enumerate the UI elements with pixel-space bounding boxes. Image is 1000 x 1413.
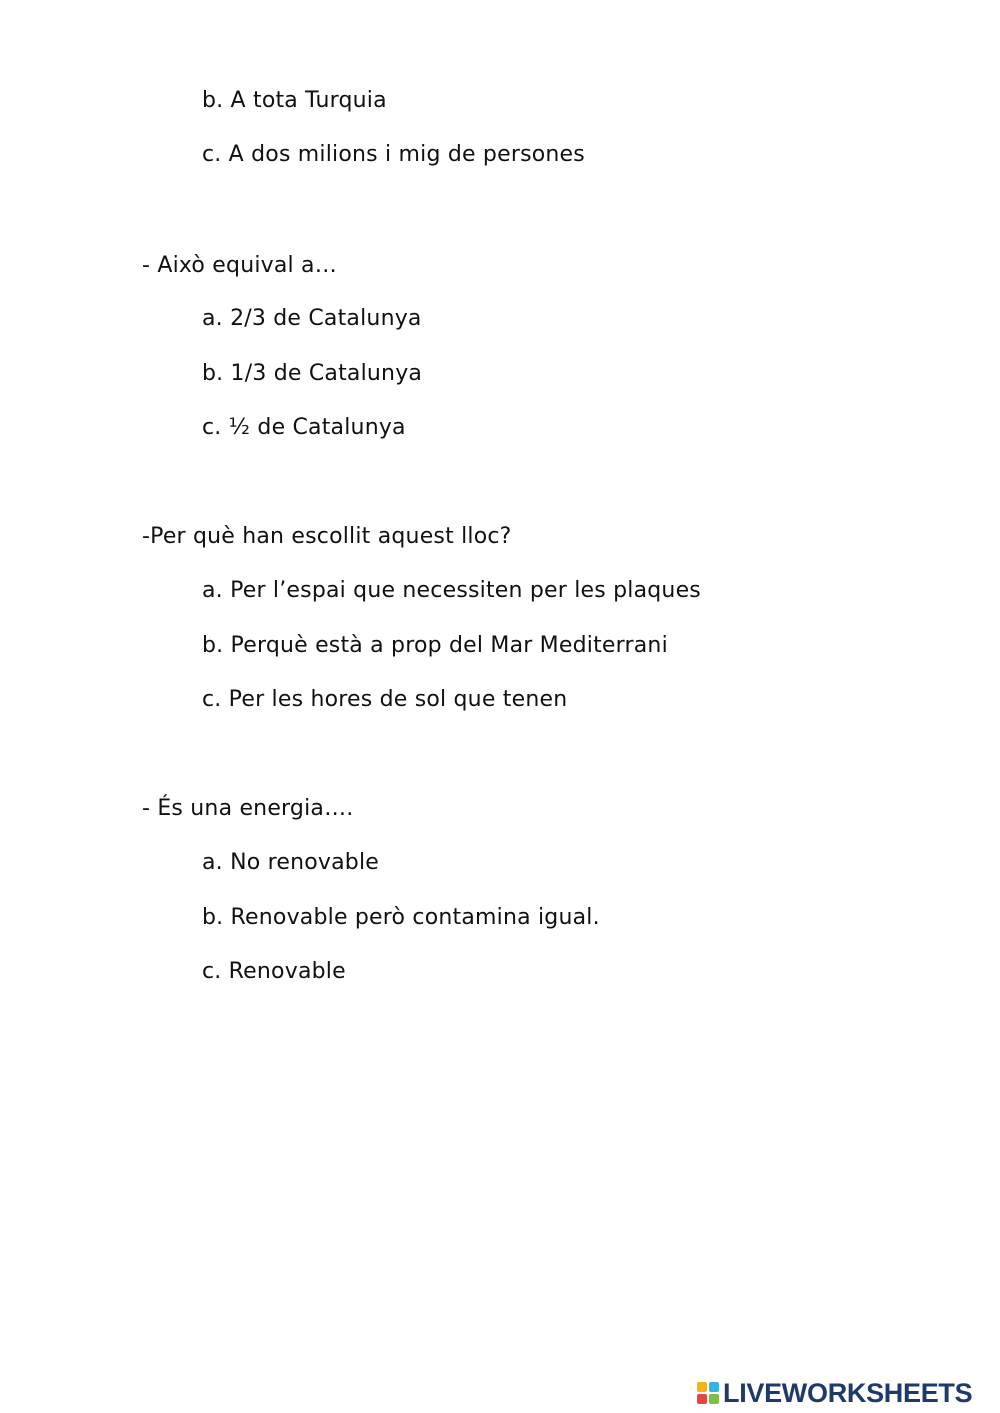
- option-b[interactable]: b. A tota Turquia: [202, 88, 387, 113]
- option-c[interactable]: c. Renovable: [202, 959, 346, 984]
- option-c[interactable]: c. Per les hores de sol que tenen: [202, 687, 568, 712]
- brand-text: LIVEWORKSHEETS: [723, 1377, 973, 1408]
- liveworksheets-brand: [697, 1378, 972, 1408]
- option-a[interactable]: a. No renovable: [202, 850, 379, 875]
- question-text: - És una energia….: [142, 796, 354, 821]
- liveworksheets-logo-icon: [697, 1382, 719, 1404]
- option-b[interactable]: b. Perquè està a prop del Mar Mediterrani: [202, 633, 668, 658]
- option-b[interactable]: b. 1/3 de Catalunya: [202, 361, 423, 386]
- option-b[interactable]: b. Renovable però contamina igual.: [202, 905, 600, 930]
- option-c[interactable]: c. ½ de Catalunya: [202, 415, 406, 440]
- option-a[interactable]: a. 2/3 de Catalunya: [202, 306, 422, 331]
- question-text: -Per què han escollit aquest lloc?: [142, 524, 512, 549]
- option-c[interactable]: c. A dos milions i mig de persones: [202, 142, 585, 167]
- option-a[interactable]: a. Per l’espai que necessiten per les plaques: [202, 578, 701, 603]
- question-text: - Això equival a…: [142, 253, 337, 278]
